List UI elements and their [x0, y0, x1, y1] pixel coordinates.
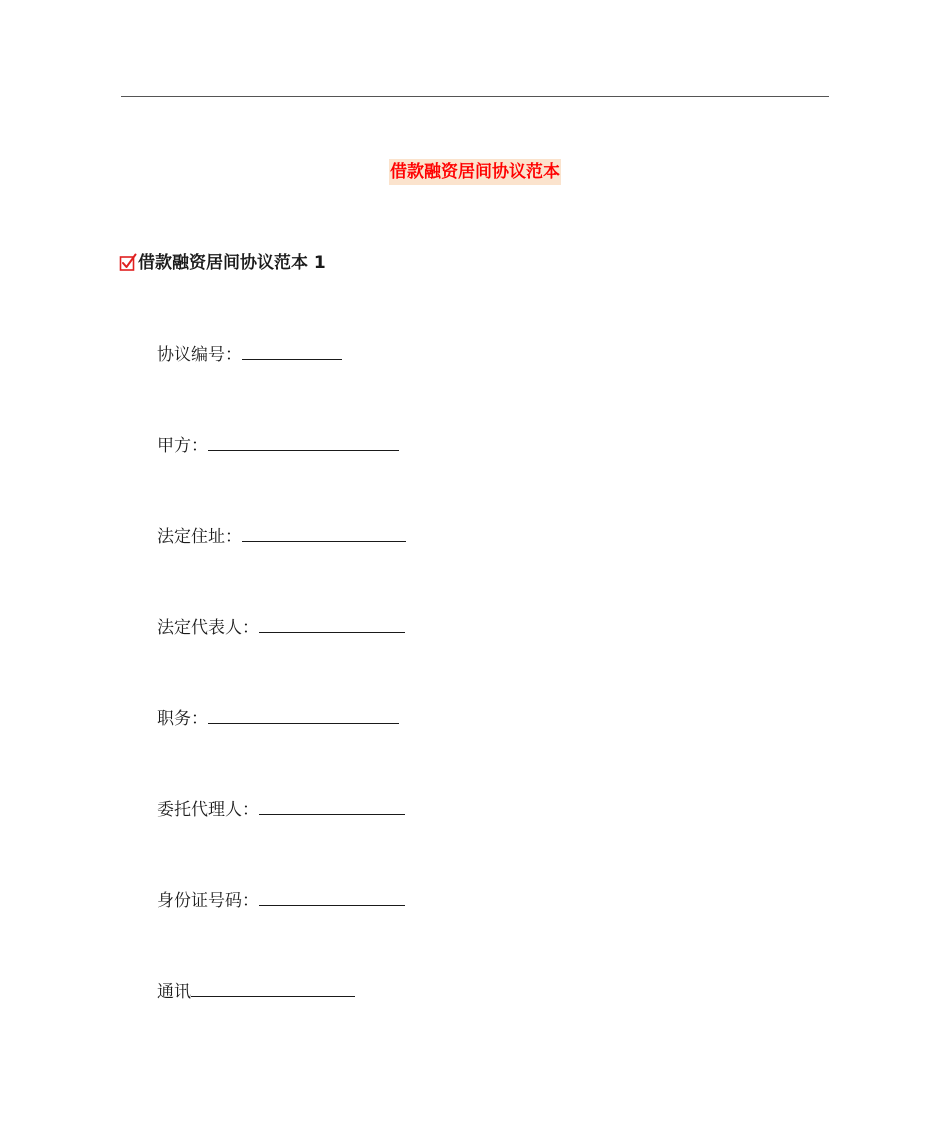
- fill-in-blank[interactable]: [242, 343, 342, 360]
- field-contact: [157, 980, 355, 1003]
- field-id-number: [157, 889, 405, 912]
- fill-in-blank[interactable]: [259, 798, 405, 815]
- fill-in-blank[interactable]: [242, 525, 406, 542]
- fill-in-blank[interactable]: [208, 434, 399, 451]
- field-agreement-number: [157, 343, 342, 366]
- field-label: 协议编号：: [157, 345, 242, 365]
- field-label: 通讯: [157, 982, 191, 1002]
- checked-box-icon: [119, 253, 137, 273]
- field-position: [157, 707, 399, 730]
- field-label: 身份证号码：: [157, 891, 259, 911]
- field-authorized-agent: [157, 798, 405, 821]
- document-title-row: [0, 159, 950, 185]
- field-legal-address: [157, 525, 406, 548]
- field-label: 甲方：: [157, 436, 208, 456]
- fill-in-blank[interactable]: [259, 616, 405, 633]
- header-rule: [121, 96, 829, 97]
- field-label: 法定住址：: [157, 527, 242, 547]
- fill-in-blank[interactable]: [208, 707, 399, 724]
- document-title: 借款融资居间协议范本: [389, 159, 561, 185]
- section-heading: [119, 252, 326, 274]
- fill-in-blank[interactable]: [259, 889, 405, 906]
- field-party-a: [157, 434, 399, 457]
- field-label: 委托代理人：: [157, 800, 259, 820]
- field-label: 法定代表人：: [157, 618, 259, 638]
- section-heading-text: 借款融资居间协议范本 1: [138, 253, 326, 273]
- field-label: 职务：: [157, 709, 208, 729]
- field-legal-representative: [157, 616, 405, 639]
- fill-in-blank[interactable]: [191, 980, 355, 997]
